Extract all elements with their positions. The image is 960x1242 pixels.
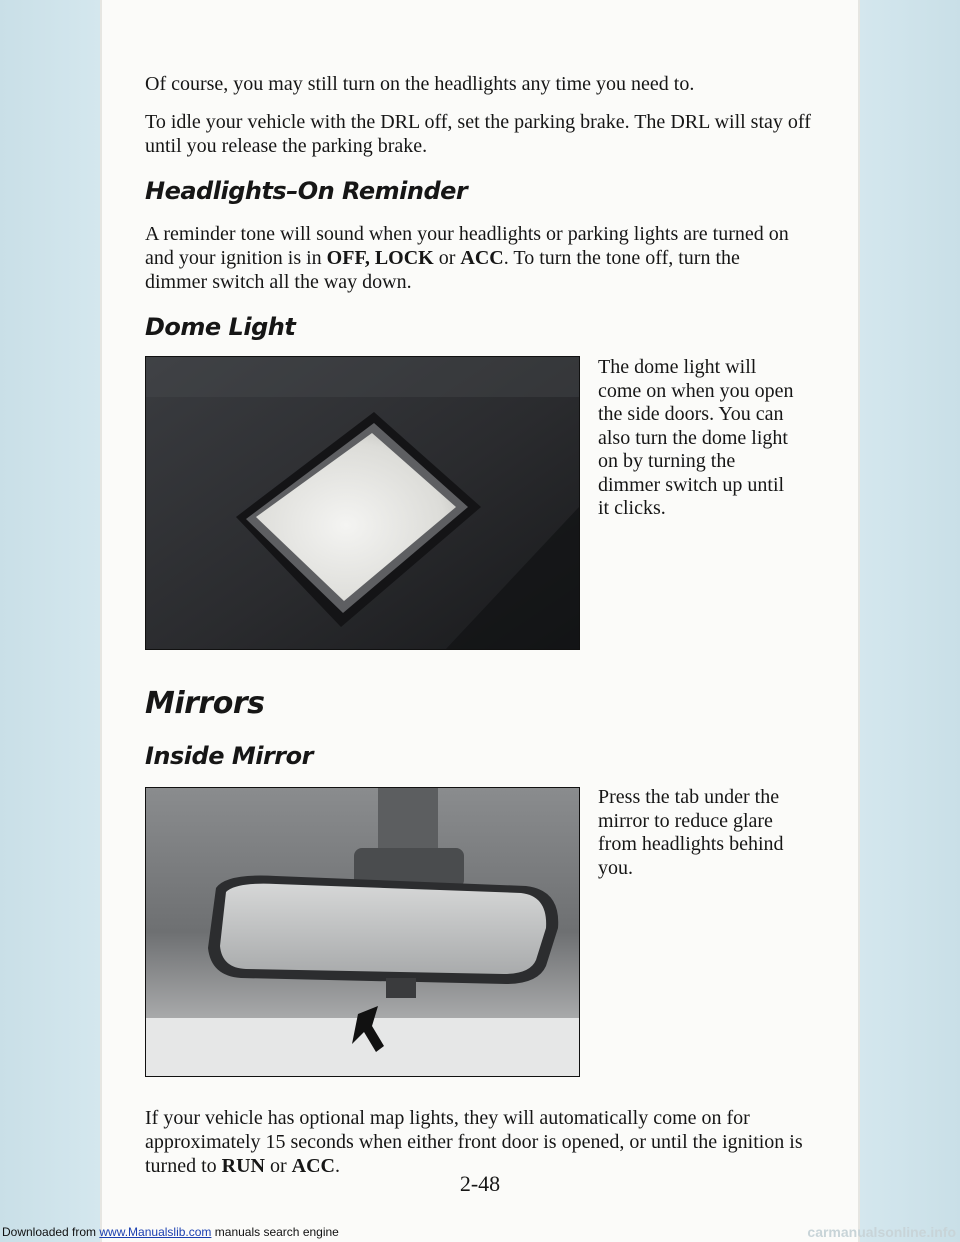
page-margin-right [860, 0, 960, 1242]
heading-mirrors: Mirrors [145, 686, 265, 721]
download-footer [0, 1222, 960, 1242]
paragraph-reminder: A reminder tone will sound when your headlights or parking lights are turned on and your ignition is in OFF, LOCK or ACC. To turn the tone off, turn the dimmer switch all the way down. [145, 223, 789, 293]
paragraph-headlights: Of course, you may still turn on the headlights any time you need to. [145, 73, 695, 95]
dome-light-photo [145, 356, 580, 650]
paragraph-map-lights: If your vehicle has optional map lights, they will automatically come on for approximately 15 seconds when either front door is opened, or until the ignition is turned to RUN or ACC. [145, 1107, 803, 1177]
heading-headlights-on-reminder: Headlights–On Reminder [145, 177, 468, 205]
dome-light-description: The dome light will come on when you open the side doors. You can also turn the dome light on by turning the dimmer switch up until it clicks. [598, 356, 794, 519]
inside-mirror-illustration [146, 788, 579, 1076]
paragraph-drl: To idle your vehicle with the DRL off, set the parking brake. The DRL will stay off until you release the parking brake. [145, 111, 811, 157]
page-number: 2-48 [459, 1171, 501, 1196]
footer-source: Downloaded from www.Manualslib.com manuals search engine [2, 1225, 339, 1239]
inside-mirror-photo [145, 787, 580, 1077]
page-margin-left [0, 0, 100, 1242]
manualslib-link[interactable]: www.Manualslib.com [99, 1225, 212, 1239]
heading-inside-mirror: Inside Mirror [145, 742, 313, 770]
heading-dome-light: Dome Light [145, 313, 296, 341]
dome-light-illustration [146, 357, 579, 649]
footer-watermark: carmanualsonline.info [807, 1224, 956, 1240]
inside-mirror-description: Press the tab under the mirror to reduce glare from headlights behind you. [598, 786, 784, 879]
